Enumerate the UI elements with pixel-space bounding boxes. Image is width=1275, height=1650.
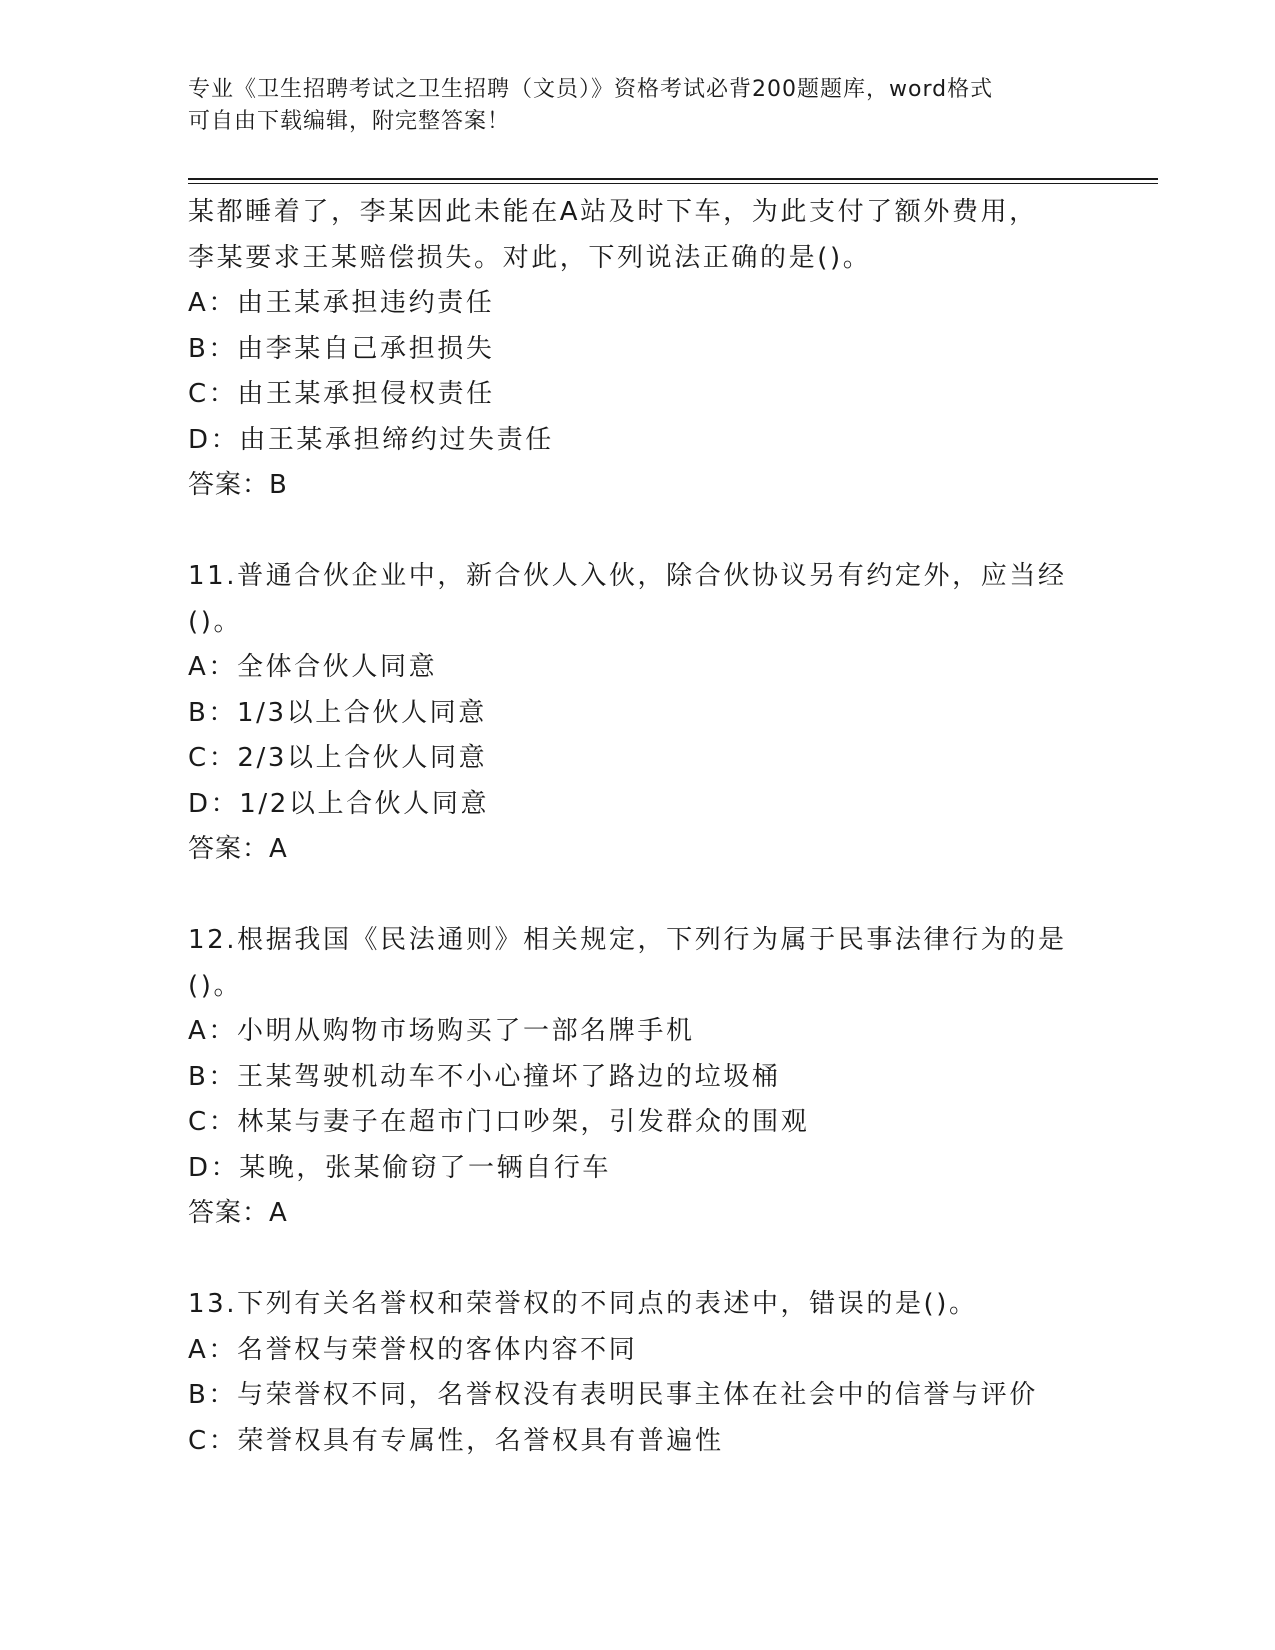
question-stem-line: 12.根据我国《民法通则》相关规定，下列行为属于民事法律行为的是 (188, 925, 1067, 955)
option-c: C：林某与妻子在超市门口吵架，引发群众的围观 (188, 1107, 810, 1137)
question-stem-line: 13.下列有关名誉权和荣誉权的不同点的表述中，错误的是()。 (188, 1289, 978, 1319)
question-10-continued (188, 190, 1188, 509)
option-d: D：由王某承担缔约过失责任 (188, 424, 554, 455)
page-header (188, 74, 1088, 138)
option-a: A：名誉权与荣誉权的客体内容不同 (188, 1334, 638, 1365)
option-a: A：由王某承担违约责任 (188, 288, 495, 318)
answer-line: 答案：A (188, 834, 288, 864)
option-a: A：小明从购物市场购买了一部名牌手机 (188, 1016, 695, 1046)
answer-line: 答案：A (188, 1198, 288, 1228)
option-c: C：2/3以上合伙人同意 (188, 743, 488, 773)
question-list (188, 190, 1188, 1464)
option-a: A：全体合伙人同意 (188, 652, 438, 682)
option-c: C：荣誉权具有专属性，名誉权具有普遍性 (188, 1425, 724, 1456)
question-stem-line: 11.普通合伙企业中，新合伙人入伙，除合伙协议另有约定外，应当经 (188, 561, 1067, 591)
option-d: D：某晚，张某偷窃了一辆自行车 (188, 1152, 612, 1183)
header-divider-thick (188, 178, 1158, 180)
header-line-1: 专业《卫生招聘考试之卫生招聘（文员）》资格考试必背200题题库，word格式 (188, 77, 994, 102)
question-stem-line: 李某要求王某赔偿损失。对此，下列说法正确的是()。 (188, 242, 872, 273)
header-divider-thin (188, 183, 1158, 184)
answer-line: 答案：B (188, 470, 288, 500)
header-line-2: 可自由下载编辑，附完整答案！ (188, 109, 511, 134)
option-b: B：王某驾驶机动车不小心撞坏了路边的垃圾桶 (188, 1061, 781, 1092)
option-b: B：与荣誉权不同，名誉权没有表明民事主体在社会中的信誉与评价 (188, 1380, 1038, 1410)
option-b: B：由李某自己承担损失 (188, 333, 495, 364)
question-spacer (188, 509, 1188, 555)
question-spacer (188, 1237, 1188, 1283)
option-b: B：1/3以上合伙人同意 (188, 697, 487, 728)
question-12 (188, 918, 1188, 1237)
question-stem-line: ()。 (188, 970, 243, 1001)
question-stem-line: ()。 (188, 606, 243, 637)
question-11 (188, 554, 1188, 873)
option-d: D：1/2以上合伙人同意 (188, 788, 490, 819)
question-13 (188, 1282, 1188, 1464)
question-stem-line: 某都睡着了，李某因此未能在A站及时下车，为此支付了额外费用， (188, 197, 1038, 227)
option-c: C：由王某承担侵权责任 (188, 379, 495, 409)
question-spacer (188, 873, 1188, 919)
